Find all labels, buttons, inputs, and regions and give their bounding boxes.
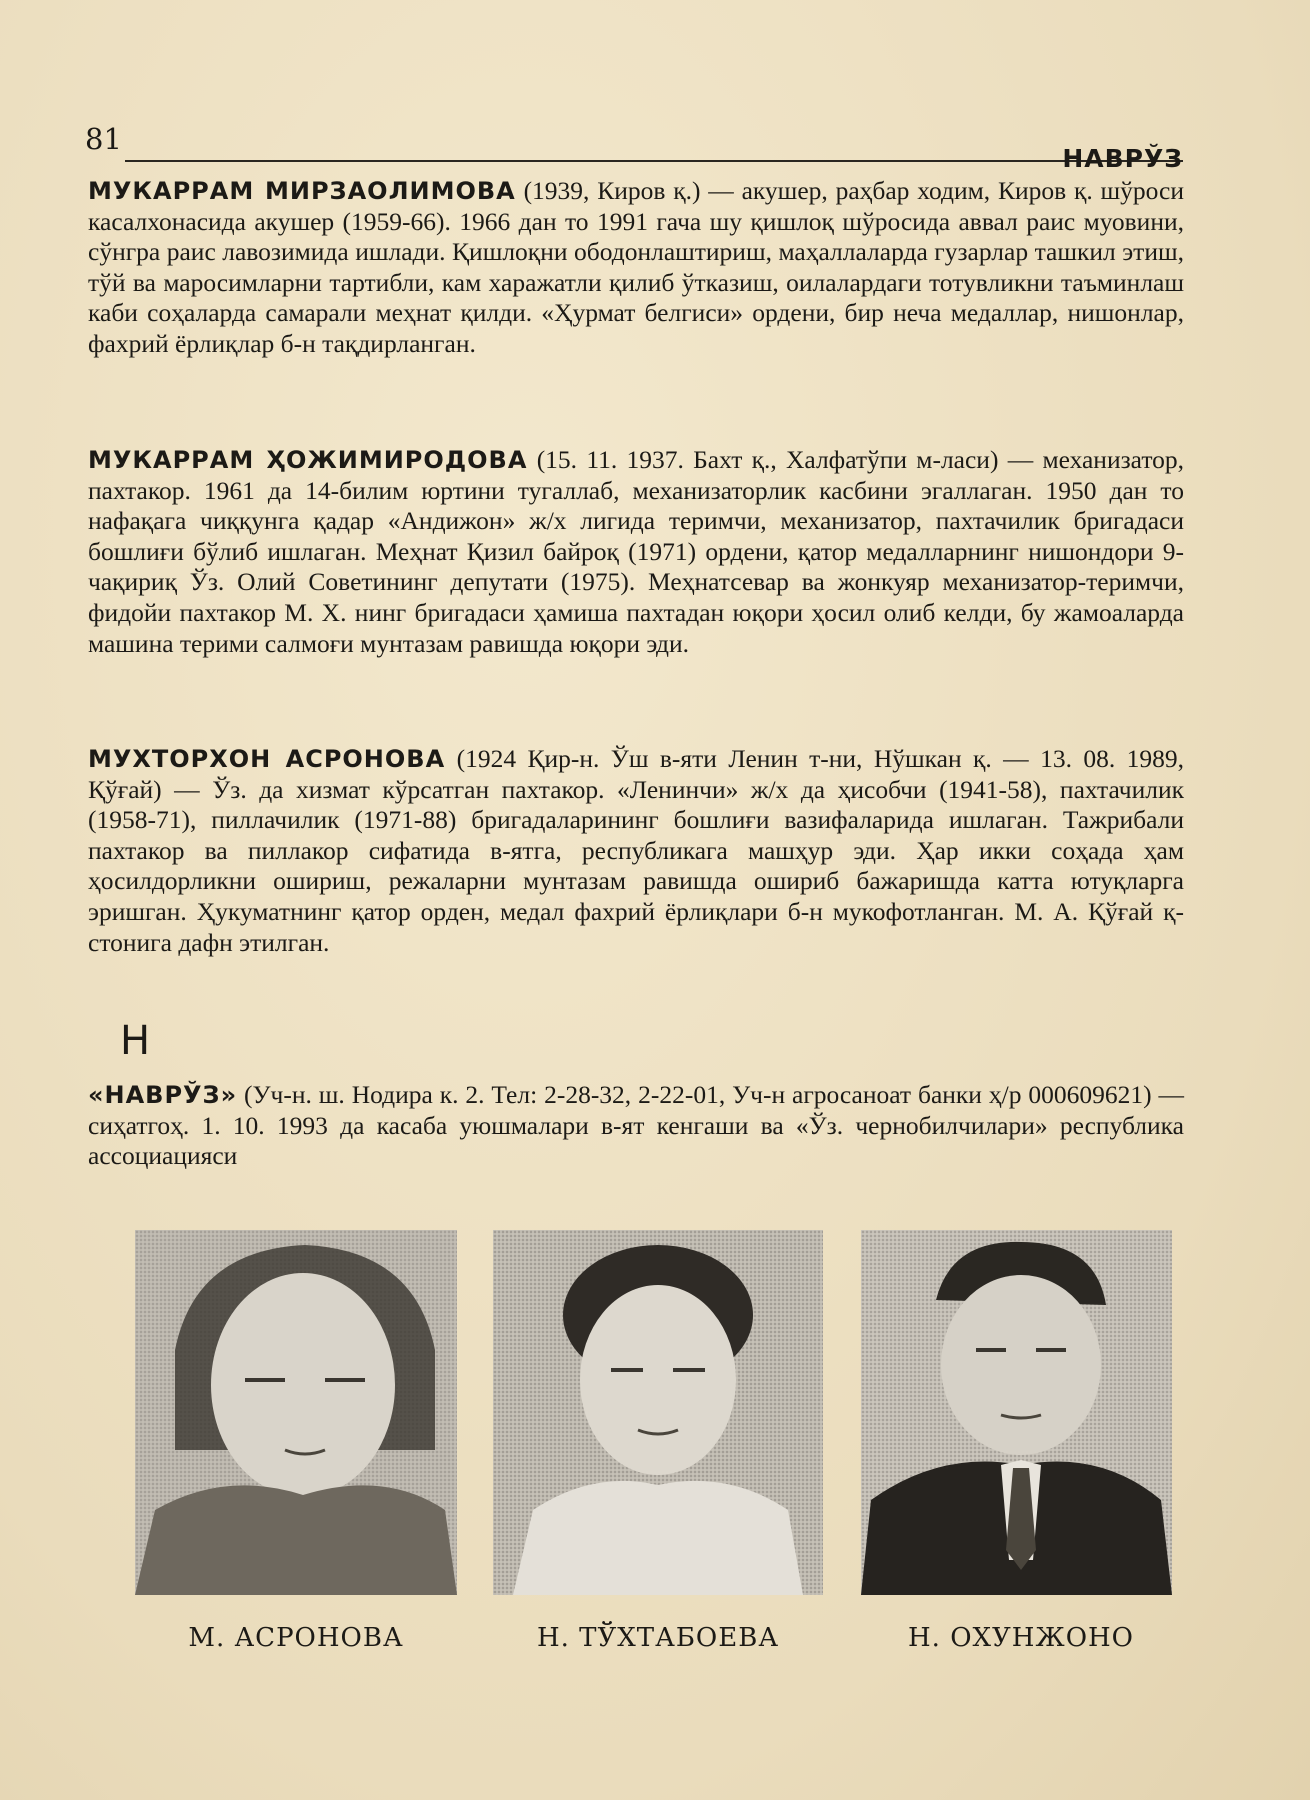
entry-heading: «НАВРЎЗ»: [88, 1081, 238, 1109]
entry-asronova: [88, 744, 1184, 958]
entry-heading: МУКАРРАМ МИРЗАОЛИМОВА: [88, 177, 516, 205]
header-rule: [125, 160, 1183, 162]
entry-heading: МУКАРРАМ ҲОЖИМИРОДОВА: [88, 446, 528, 474]
section-letter: Н: [120, 1018, 151, 1064]
portrait-photo: [861, 1230, 1172, 1595]
entry-body: (1939, Киров қ.) — акушер, раҳбар ходим, Киров қ. шўроси касалхонасида акушер (1959-66). 1966 дан то 1991 гача шу қишлоқ шўросида аввал раис муовини, сўнгра раис лавозимида ишлади. Қишлоқни ободонлаштириш, маҳаллаларда гузарлар ташкил этиш, тўй ва маросимларни тартибли, кам харажатли қилиб ўтказиш, оилалардаги тотувликни таъминлаш каби соҳаларда самарали меҳнат қилди. «Ҳурмат белгиси» ордени, бир неча медаллар, нишонлар, фахрий ёрлиқлар б-н тақдирланган.: [88, 176, 1184, 358]
photo-caption: М. АСРОНОВА: [188, 1623, 404, 1653]
entry-hojimirodova: [88, 445, 1184, 659]
entry-heading: МУХТОРХОН АСРОНОВА: [88, 745, 446, 773]
photo-caption: Н. ТЎХТАБОЕВА: [536, 1623, 780, 1653]
page-header: [85, 118, 1183, 173]
portrait-photo: [135, 1230, 457, 1595]
page-number: 81: [85, 122, 122, 156]
entry-body: (Уч-н. ш. Нодира к. 2. Тел: 2-28-32, 2-22-01, Уч-н агросаноат банки ҳ/р 000609621) — сиҳатгоҳ. 1. 10. 1993 да касаба уюшмалари в-ят кенгаши ва «Ўз. чернобилчилари» республика ассоциацияси: [88, 1080, 1184, 1171]
entry-body: (1924 Қир-н. Ўш в-яти Ленин т-ни, Нўшкан қ. — 13. 08. 1989, Қўғай) — Ўз. да хизмат кўрсатган пахтакор. «Ленинчи» ж/х да ҳисобчи (1941-58), пахтачилик (1958-71), пиллачилик (1971-88) бригадаларининг бошлиғи вазифаларида ишлаган. Тажрибали пахтакор ва пиллакор сифатида в-ятга, республикага машҳур эди. Ҳар икки соҳада ҳам ҳосилдорликни ошириш, режаларни мунтазам равишда ошириб бажаришда катта ютуқларга эришган. Ҳукуматнинг қатор орден, медал фахрий ёрлиқлари б-н мукофотланган. М. А. Қўғай қ-стонига дафн этилган.: [88, 744, 1184, 957]
entry-navruz: [88, 1080, 1184, 1172]
photo-caption: Н. ОХУНЖОНО: [907, 1623, 1134, 1653]
portrait-photo: [493, 1230, 823, 1595]
entry-mirzaolimova: [88, 176, 1184, 360]
entry-body: (15. 11. 1937. Бахт қ., Халфатўпи м-ласи) — механизатор, пахтакор. 1961 да 14-билим юртини тугаллаб, механизаторлик касбини эгаллаган. 1950 дан то нафақага чиққунга қадар «Андижон» ж/х лигида теримчи, механизатор, пахтачилик бригадаси бошлиғи бўлиб ишлаган. Меҳнат Қизил байроқ (1971) ордени, қатор медалларнинг нишондори 9-чақириқ Ўз. Олий Советининг депутати (1975). Меҳнатсевар ва жонкуяр механизатор-теримчи, фидойи пахтакор М. Х. нинг бригадаси ҳамиша пахтадан юқори ҳосил олиб келди, бу жамоаларда машина терими салмоғи мунтазам равишда юқори эди.: [88, 445, 1185, 658]
running-head: НАВРЎЗ: [1062, 144, 1183, 173]
